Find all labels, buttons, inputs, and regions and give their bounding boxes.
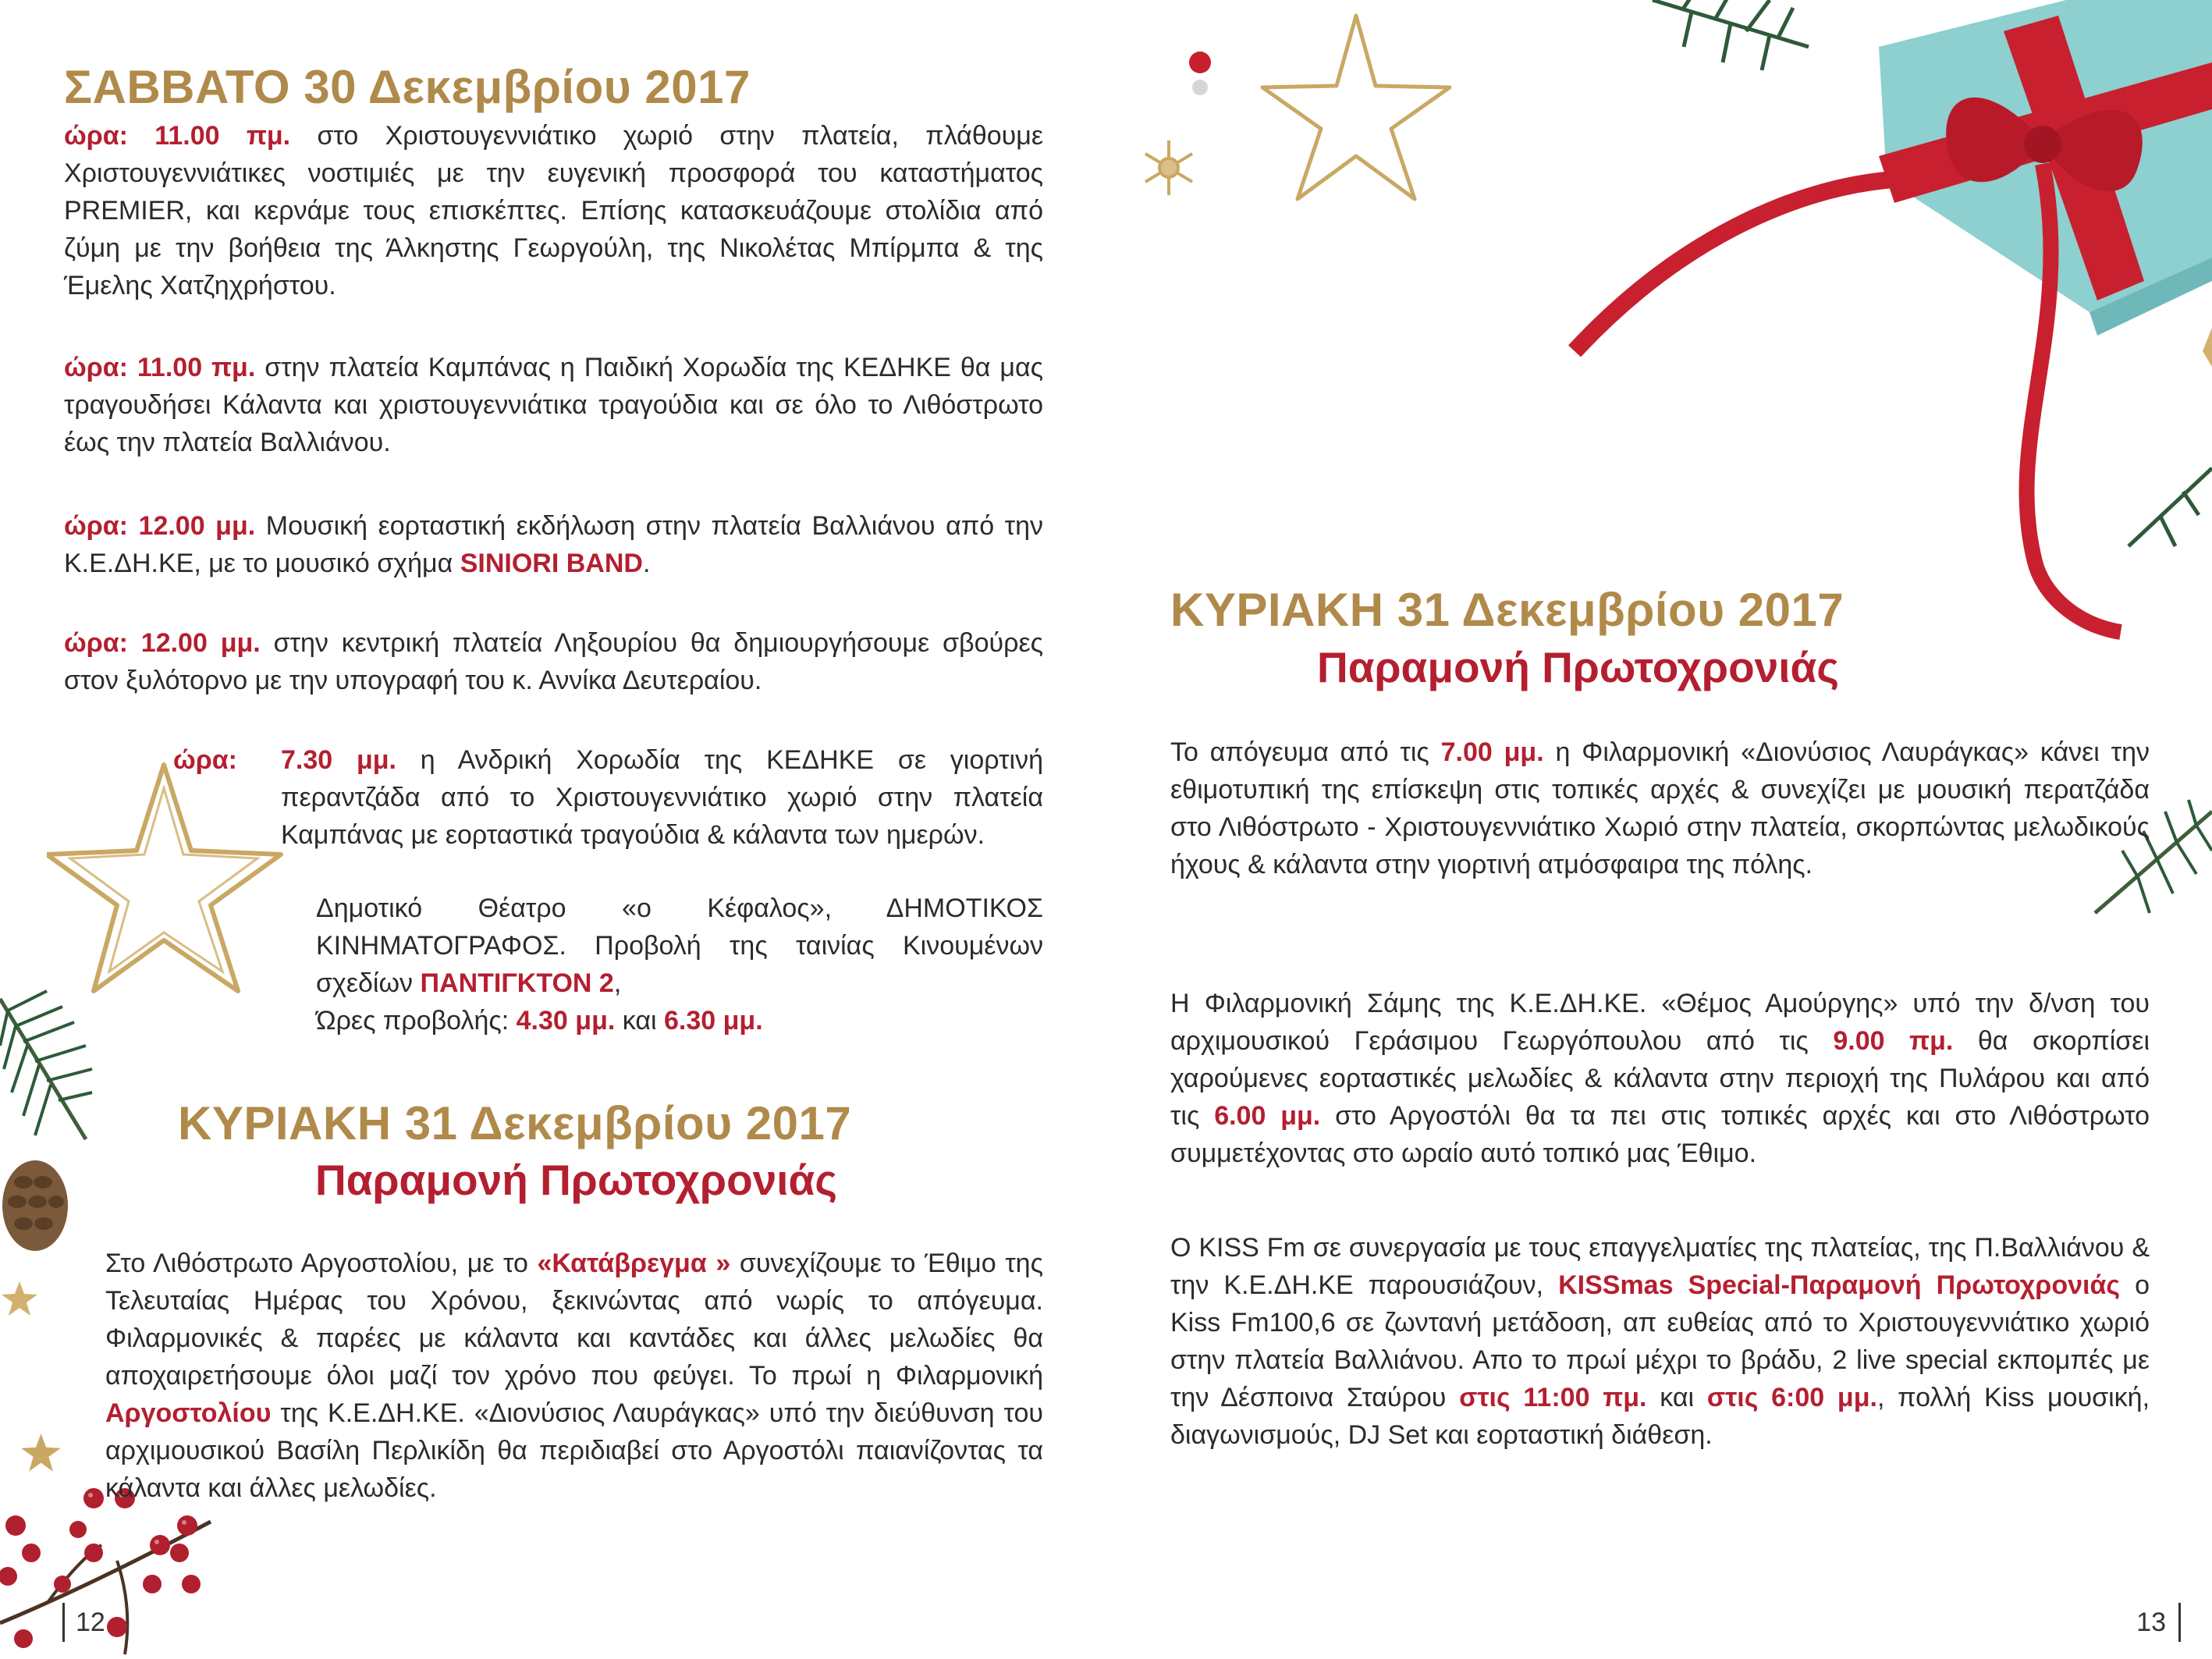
show-time-2: 6.30 μμ. [664, 1006, 763, 1036]
event-time-label: ώρα: 11.00 πμ. [64, 353, 256, 382]
kissmas-special-label: KISSmas Special-Παραμονή Πρωτοχρονιάς [1558, 1270, 2121, 1300]
sunday-heading: ΚΥΡΙΑΚΗ 31 Δεκεμβρίου 2017 [178, 1097, 852, 1149]
argostoli-label: Αργοστολίου [105, 1398, 272, 1428]
time-700: 7.00 μμ. [1440, 737, 1544, 767]
philharmonic-sami-paragraph: Η Φιλαρμονική Σάμης της Κ.Ε.ΔΗ.ΚΕ. «Θέμος Αμούργης» υπό την δ/νση του αρχιμουσικού Γεράσιμου Γεωργόπουλου από τις 9.00 πμ. θα σκορπίσει χαρούμενες εορταστικές μελωδίες & κάλαντα στην περιοχή της Πυλάρου και από τις 6.00 μμ. στο Αργοστόλι θα τα πει στις τοπικές αρχές και στο Λιθόστρωτο συμμετέχοντας στο ωραίο αυτό τοπικό μας Έθιμο. [1170, 989, 2150, 1168]
katavregma-label: «Κατάβρεγμα » [537, 1249, 731, 1278]
event-description: στην κεντρική πλατεία Ληξουρίου θα δημιουργήσουμε σβούρες στον ξυλότορνο με την υπογραφή του κ. Αννίκα Δευτεραίου. [64, 628, 1043, 695]
cinema-block: Δημοτικό Θέατρο «ο Κέφαλος», ΔΗΜΟΤΙΚΟΣ ΚΙΝΗΜΑΤΟΓΡΑΦΟΣ. Προβολή της ταινίας Κινουμένων σχεδίων ΠΑΝΤΙΓΚΤΟΝ 2, Ώρες προβολής: 4.30 μμ. και 6.30 μμ. [316, 893, 1043, 1036]
page-number-right: 13 [2136, 1603, 2181, 1642]
page-number-left: 12 [62, 1603, 105, 1642]
event-description: Μουσική εορταστική εκδήλωση στην πλατεία Βαλλιάνου από την Κ.Ε.ΔΗ.ΚΕ, με το μουσικό σχήμα [64, 511, 1043, 578]
show-times-label: Ώρες προβολής: [316, 1006, 517, 1036]
band-name: SINIORI BAND [460, 549, 643, 578]
time-1100: στις 11:00 πμ. [1459, 1383, 1647, 1412]
film-title: ΠΑΝΤΙΓΚΤΟΝ 2 [420, 968, 614, 998]
event-block-2 [64, 349, 1043, 461]
evening-time-label: ώρα: [173, 745, 237, 775]
gift-box-decoration [1106, 0, 2212, 640]
sunday-heading-right: ΚΥΡΙΑΚΗ 31 Δεκεμβρίου 2017 [1170, 584, 1845, 636]
evening-time: 7.30 μμ. [281, 745, 397, 775]
show-time-1: 4.30 μμ. [516, 1006, 616, 1036]
cinema-description: Δημοτικό Θέατρο «ο Κέφαλος», ΔΗΜΟΤΙΚΟΣ ΚΙΝΗΜΑΤΟΓΡΑΦΟΣ. Προβολή της ταινίας Κινουμένων σχεδίων [316, 893, 1043, 998]
fir-branch-decoration [0, 983, 94, 1155]
event-time-label: ώρα: 12.00 μμ. [64, 511, 256, 541]
right-page [1106, 0, 2212, 1659]
small-star-decoration [0, 1280, 39, 1319]
event-description: στο Χριστουγεννιάτικο χωριό στην πλατεία, πλάθουμε Χριστουγεννιάτικες νοστιμιές με την ευγενική προσφορά του καταστήματος PREMIER, και κερνάμε τους επισκέπτες. Επίσης κατασκευάζουμε στολίδια από ζύμη με την βοήθεια της Άλκηστης Γεωργούλη, της Νικολέτας Μπίρμπα & της Έμελης Χατζηχρήστου. [64, 121, 1043, 300]
event-block-4 [64, 624, 1043, 699]
event-description: στην πλατεία Καμπάνας η Παιδική Χορωδία της ΚΕΔΗΚΕ θα μας τραγουδήσει Κάλαντα και χριστουγεννιάτικα τραγούδια και σε όλο το Λιθόστρωτο έως την πλατεία Βαλλιάνου. [64, 353, 1044, 457]
time-0600: στις 6:00 μμ. [1706, 1383, 1877, 1412]
event-block-1 [64, 117, 1043, 304]
event-block-3: ώρα: 12.00 μμ. Μουσική εορταστική εκδήλωση στην πλατεία Βαλλιάνου από την Κ.Ε.ΔΗ.ΚΕ, με το μουσικό σχήμα SINIORI BAND. [64, 511, 1043, 578]
event-time-label: ώρα: 12.00 μμ. [64, 628, 261, 658]
evening-label-block [173, 741, 263, 779]
evening-description: η Ανδρική Χορωδία της ΚΕΔΗΚΕ σε γιορτινή περαντζάδα από το Χριστουγεννιάτικο χωριό στην πλατεία Καμπάνας με εορταστικά τραγούδια & κάλαντα των ημερών. [281, 745, 1043, 850]
sunday-paragraph: Στο Λιθόστρωτο Αργοστολίου, με το «Κατάβρεγμα » συνεχίζουμε το Έθιμο της Τελευταίας Ημέρας του Χρόνου, ξεκινώντας από νωρίς το απόγευμα. Φιλαρμονικές & παρέες με κάλαντα και καντάδες και άλλες μελωδίες θα αποχαιρετήσουμε όλοι μαζί τον χρόνο που φεύγει. Το πρωί η Φιλαρμονική Αργοστολίου της Κ.Ε.ΔΗ.ΚΕ. «Διονύσιος Λαυράγκας» υπό την διεύθυνση του αρχιμουσικού Βασίλη Περλικίδη θα περιδιαβεί στο Αργοστόλι παιανίζοντας τα κάλαντα και άλλες μελωδίες. [105, 1249, 1043, 1503]
saturday-heading: ΣΑΒΒΑΤΟ 30 Δεκεμβρίου 2017 [64, 61, 751, 113]
evening-event-block [281, 741, 1043, 854]
new-years-eve-subheading: Παραμονή Πρωτοχρονιάς [315, 1156, 837, 1204]
kiss-fm-paragraph: Ο KISS Fm σε συνεργασία με τους επαγγελματίες της πλατείας, της Π.Βαλλιάνου & την Κ.Ε.ΔΗ.ΚΕ παρουσιάζουν, KISSmas Special-Παραμονή Πρωτοχρονιάς ο Kiss Fm100,6 σε ζωντανή μετάδοση, απ ευθείας από το Χριστουγεννιάτικο χωριό στην πλατεία Βαλλιάνου. Απο το πρωί μέχρι το βράδυ, 2 live special εκπομπές με την Δέσποινα Σταύρου στις 11:00 πμ. και στις 6:00 μμ., πολλή Kiss μουσική, διαγωνισμούς, DJ Set και εορταστική διάθεση. [1170, 1233, 2150, 1450]
event-time-label: ώρα: 11.00 πμ. [64, 121, 291, 151]
philharmonic-lavragkas-paragraph: Το απόγευμα από τις 7.00 μμ. η Φιλαρμονική «Διονύσιος Λαυράγκας» κάνει την εθιμοτυπική της επίσκεψη στις τοπικές αρχές & συνεχίζει με μουσική περατζάδα στο Λιθόστρωτο - Χριστουγεννιάτικο Χωριό στην πλατεία, σκορπώντας μελωδικούς ήχους & κάλαντα στην γιορτινή ατμόσφαιρα της πόλης. [1170, 737, 2150, 879]
pinecone-decoration [0, 1155, 78, 1256]
time-900: 9.00 πμ. [1833, 1026, 1954, 1056]
new-years-eve-subheading-right: Παραμονή Πρωτοχρονιάς [1317, 643, 1839, 691]
time-600: 6.00 μμ. [1214, 1101, 1321, 1131]
